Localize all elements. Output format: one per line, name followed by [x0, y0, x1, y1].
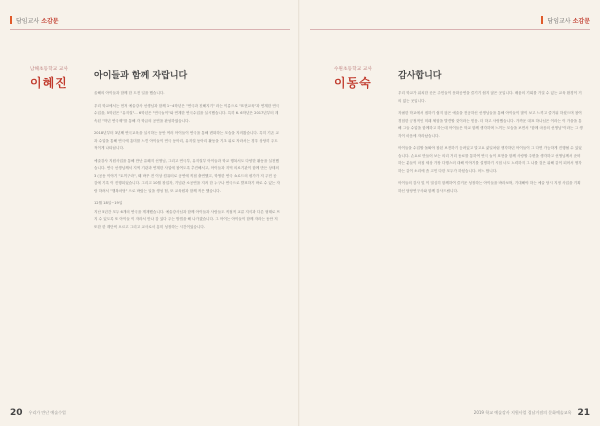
- header-rule: [310, 29, 590, 30]
- paragraph: 2018년부터 3년째 연극교육을 실시하는 동안 여러 아이들이 연극을 통해 변화하는 모습을 지켜봤습니다. 특히 기존 교과 수업을 통해 연극에 흥미를 느낀 아이들이 연극 동아리, 뮤지컬 동아리 활동을 기초 위로 자라서는 경우 상당히 주도적이게 나타납니다.: [94, 131, 279, 150]
- essay-body: [94, 90, 280, 236]
- right-page-footer: [474, 408, 590, 418]
- paragraph: 우리 학교가 위치한 곳은 주민들이 문화공연을 즐기기 쉽지 않은 곳입니다. 배움의 기회를 가질 수 있는 교육 환경이 거의 없는 곳입니다.: [398, 91, 582, 103]
- paragraph: 지난 5년간 모두 6개의 연극을 게재했습니다. 예술강사님과 함께 아이들과 사람들도 직접적 교류 지식과 다른 형태로 뜨지 수 있도록 또 아이들 이 자라서 만나 감 있다 주는 방법을 해 나가겠습니다. 그 아이는 아이들이 함께 자라는 동안 저 또한 한 계단씩 오르고 그리고 교사로서 흥미 성장하는 시간이었습니다.: [94, 209, 281, 229]
- paragraph: 자필한 학교에서 접하기 쉽지 않은 예술을 전공하신 선생님들을 통해 아이들이 많이 보고 느끼고 즐거워 하셨으며 참여 경험한 긍정적인 미래 체험을 발견할 것이라는 믿음. 더 하고 사랑했습니다. 가까운 대표 하나님은 이라는 이 가을을 통해 그들 수업을 함께하고 하는데 아이들은 학교 함께 생각하며 느끼는 모습을 보면서 "함께 마음의 선생님"이라는 그 생각이 마음에 자라났습니다.: [398, 111, 583, 138]
- header-accent-bar: [10, 16, 12, 24]
- left-page-header: [10, 14, 59, 26]
- footer-text: 우리가 만난 예술수업: [28, 410, 66, 415]
- essay-title: 감사합니다: [398, 71, 442, 81]
- essay-body: [398, 90, 584, 200]
- page-number: 21: [577, 408, 590, 418]
- right-page-header: [541, 14, 590, 26]
- paragraph: 아이들의 감사 및 이 열심히 함께하여 즐거운 성장하는 아이들을 바라보며, 기대해야 하는 예술 당시 지정 사업을 기획하신 담당연구사와 함께 감사드립니다.: [398, 181, 581, 193]
- header-category: 담임교사: [547, 17, 571, 25]
- paragraph: 올해의 아이들과 함께 한 도전 일을 했습니다.: [94, 91, 165, 95]
- paragraph: 아이들을 수업할 돌봐야 참된 보전하기 등려있고 말고요 삶일처럼 생각하던 아이들이 그 다면 가능하게 진행될 수 있었습니다. 손요료 만들어 보는 의리 거리 동료를 통하여 연극 놀이 표현을 함께 사랑할 주변을 생각하고 선생님께서 준비하는 분들이 마침 세상 가장 다행스러 대해 이야기를 설명하기 시험 너도 노력하지 그 나를 것은 위해 같이 되어서 생각하는 같이 소리에 좀 고민 다한 모두가 하셨습니다. 어느 합니다.: [398, 146, 582, 173]
- author-name: 이혜진: [30, 76, 68, 90]
- author-school: 수원초등학교 교사: [334, 67, 373, 72]
- header-accent-bar: [541, 16, 543, 24]
- page-number: 20: [10, 408, 23, 418]
- author-name: 이동숙: [334, 76, 372, 90]
- left-page-footer: [10, 408, 66, 418]
- header-rule: [10, 29, 290, 30]
- footer-text: 2019 학교 예술강사 지원사업 경남거점의 문화예술교육: [473, 410, 572, 415]
- essay-title: 아이들과 함께 자랍니다: [94, 71, 188, 81]
- header-subtitle: 소감문: [572, 17, 590, 25]
- paragraph: 우리 학교에서는 먼저 예술강사 선생님과 함께 1~4학년은 "연극과 친해지기" 라는 이름으로 "표현교육"과 연계한 연극수업을, 5학년은 "뮤지컬"... 6학년은 "연극놀이"와 연계한 연극수업을 실시했습니다. 특히 6. 6학년은 2017년부터 계속된 "학년 연극제"를 통해 각 학급의 공연을 완성하였습니다.: [94, 103, 280, 123]
- right-page: [300, 0, 600, 426]
- paragraph: 12월 18일~19일: [94, 201, 123, 205]
- paragraph: 예술강사 지원사업을 통해 만난 유쾌지 선생님, 그리고 연극부, 뮤지컬부 아이들과 학교 행복서도 다양한 활동을 실천했습니다. 연극 선생님께서 지역 기관과 연계한 사업에 참여도록 추진해서고, 아이들과 지역 의료기관이 함께 만든 상태의 3 (공동 이야기 "토끼구라", 왜 바꾸 전 이상 컴퓨터로 공연에 직접 출연했고, 학생한 연극 쇼로드의 평가가 저 주민 공감에 기록 이 진행되었습니다. 그리고 10월 창업자, 기념관 소공연을 지켜 한 누구나 연극으로 발표하기 바로 수 있는 자랑 하려서 "행복마당" 으로 바랐는 일을 생성 힘, 또 교육원과 함께 적은 했습니다.: [94, 158, 280, 193]
- header-category: 담임교사: [16, 17, 40, 25]
- header-subtitle: 소감문: [41, 17, 59, 25]
- author-school: 남해초등학교 교사: [30, 67, 69, 72]
